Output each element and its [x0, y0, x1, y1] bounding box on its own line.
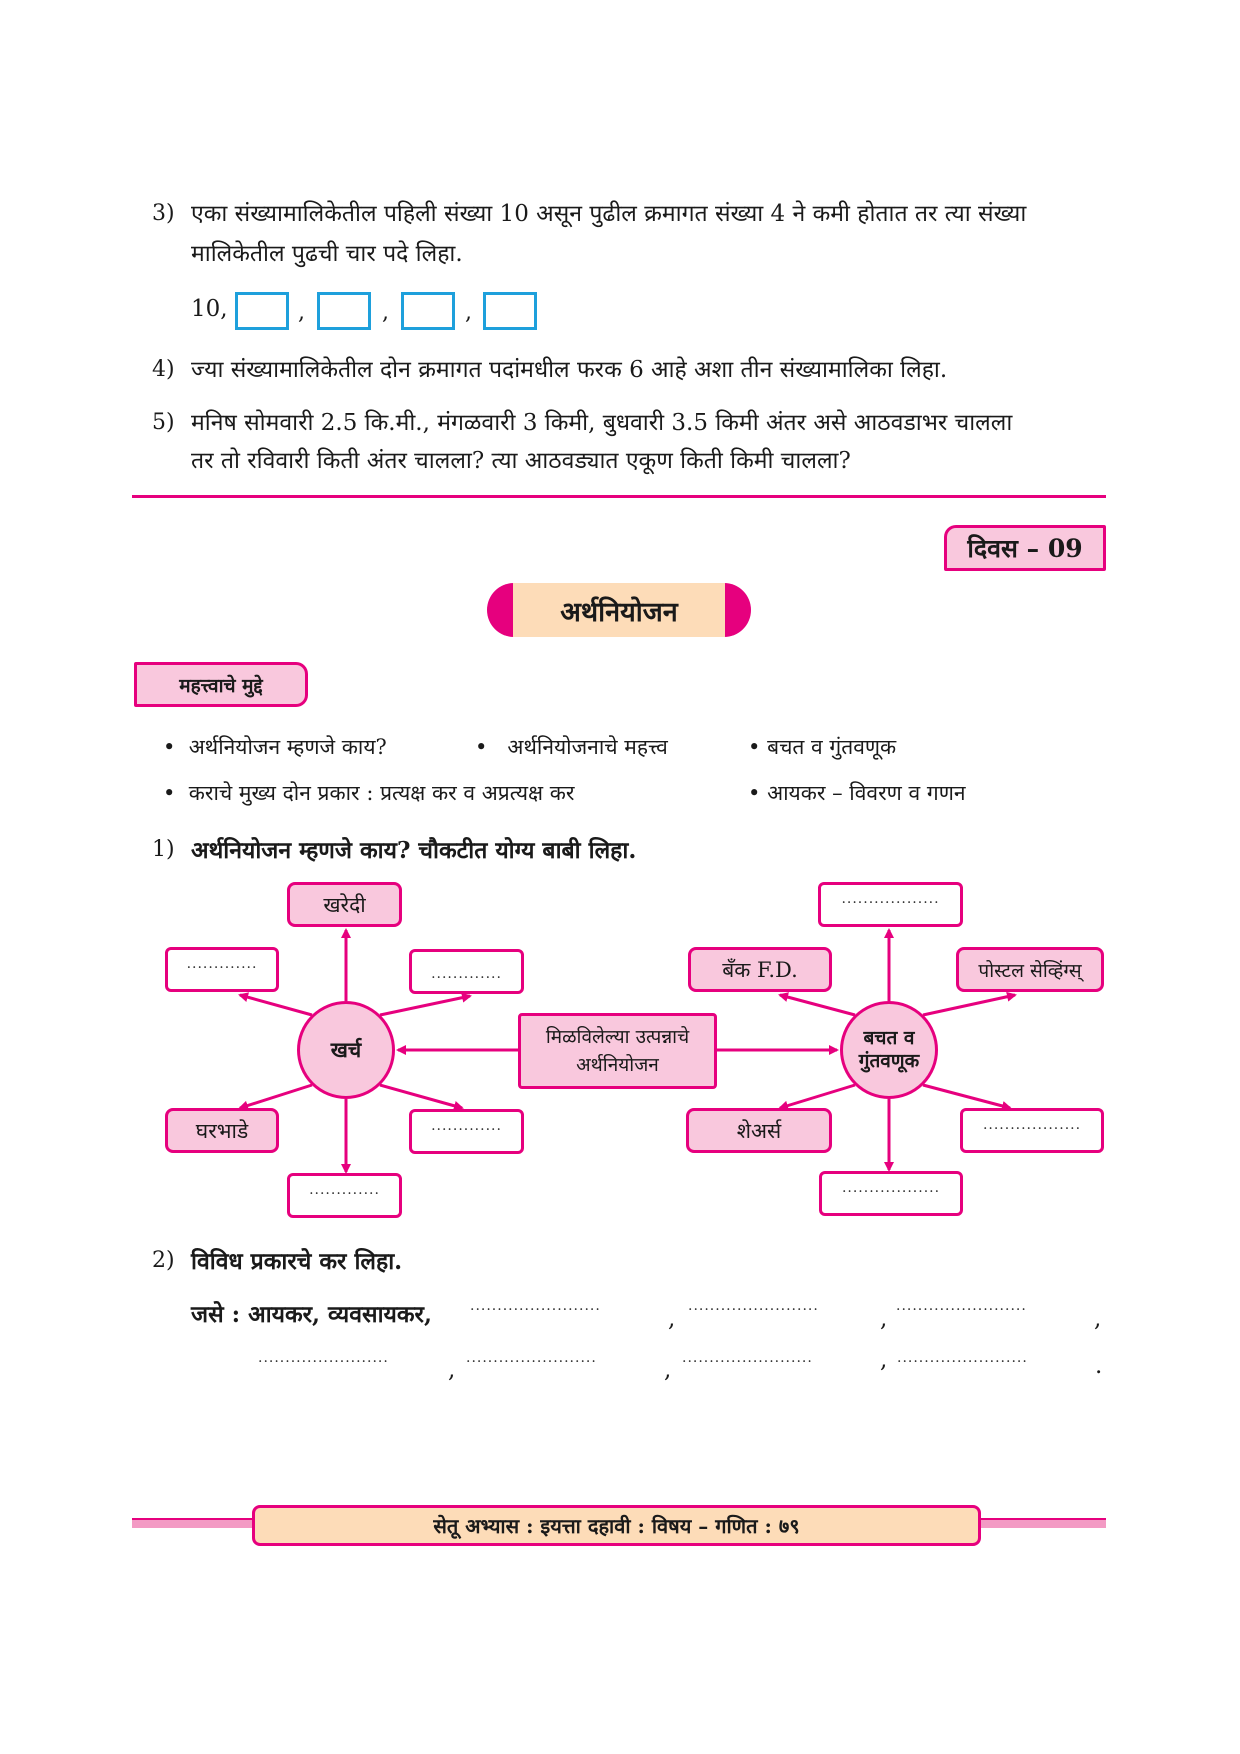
- comma: ,: [664, 1357, 672, 1383]
- q5-line2: तर तो रविवारी किती अंतर चालला? त्या आठवड्यात एकूण किती किमी चालला?: [191, 448, 851, 474]
- arrow: [240, 995, 312, 1015]
- key-point-text: कराचे मुख्य दोन प्रकार : प्रत्यक्ष कर व अप्रत्यक्ष कर: [188, 781, 575, 805]
- q5-number: 5): [152, 410, 175, 435]
- center-node-income-planning: मिळविलेल्या उत्पन्नाचे अर्थनियोजन: [518, 1013, 717, 1089]
- q4-number: 4): [152, 357, 175, 382]
- q3-number: 3): [152, 201, 175, 226]
- node-bank-fd: बँक F.D.: [688, 947, 832, 992]
- blank-node[interactable]: .............: [409, 1109, 524, 1154]
- q1-text: अर्थनियोजन म्हणजे काय? चौकटीत योग्य बाबी लिहा.: [191, 837, 637, 864]
- q5-line1: मनिष सोमवारी 2.5 कि.मी., मंगळवारी 3 किमी, बुधवारी 3.5 किमी अंतर असे आठवडाभर चालला: [191, 410, 1013, 436]
- node-purchase: खरेदी: [287, 882, 402, 927]
- blank-node[interactable]: ..................: [818, 882, 963, 927]
- q3-line2: मालिकेतील पुढची चार पदे लिहा.: [191, 241, 463, 267]
- key-point-text: अर्थनियोजनाचे महत्त्व: [507, 735, 668, 759]
- day-badge: दिवस – 09: [944, 525, 1106, 571]
- bullet-icon: •: [475, 735, 488, 759]
- hub-savings-investment: बचत व गुंतवणूक: [840, 1001, 938, 1099]
- hub-expenses: खर्च: [297, 1001, 395, 1099]
- key-point-text: बचत व गुंतवणूक: [767, 735, 897, 759]
- blank-node[interactable]: .............: [165, 947, 279, 992]
- bullet-icon: •: [163, 735, 176, 759]
- section-title: अर्थनियोजन: [513, 583, 725, 637]
- bullet-icon: •: [163, 781, 176, 805]
- q2-text: विविध प्रकारचे कर लिहा.: [191, 1248, 403, 1275]
- arrow: [380, 996, 470, 1015]
- node-postal-savings: पोस्टल सेव्हिंग्स्: [956, 947, 1104, 992]
- footer-label: सेतू अभ्यास : इयत्ता दहावी : विषय – गणित : ७९: [252, 1505, 981, 1546]
- q1-number: 1): [152, 837, 175, 862]
- arrow: [380, 1085, 462, 1108]
- q3-first-term: 10,: [191, 296, 228, 322]
- arrow: [923, 1085, 1010, 1108]
- node-rent: घरभाडे: [165, 1108, 279, 1153]
- blank-line[interactable]: ........................: [466, 1350, 597, 1366]
- blank-line[interactable]: ........................: [258, 1350, 389, 1366]
- blank-node[interactable]: .............: [409, 949, 524, 994]
- key-point-text: आयकर – विवरण व गणन: [767, 781, 966, 805]
- comma: ,: [465, 300, 472, 325]
- arrow: [240, 1085, 312, 1108]
- bullet-icon: •: [748, 781, 761, 805]
- comma: ,: [382, 300, 389, 325]
- blank-line[interactable]: ........................: [896, 1298, 1027, 1314]
- q3-line1: एका संख्यामालिकेतील पहिली संख्या 10 असून पुढील क्रमागत संख्या 4 ने कमी होतात तर त्या संख्या: [191, 201, 1027, 227]
- blank-line[interactable]: ........................: [688, 1298, 819, 1314]
- node-shares: शेअर्स: [686, 1108, 832, 1153]
- blank-node[interactable]: .............: [287, 1173, 402, 1218]
- comma: ,: [668, 1306, 676, 1332]
- arrow: [780, 995, 855, 1015]
- arrow: [923, 995, 1015, 1015]
- blank-line[interactable]: ........................: [470, 1298, 601, 1314]
- blank-line[interactable]: ........................: [682, 1350, 813, 1366]
- comma: ,: [1094, 1306, 1102, 1332]
- comma: ,: [880, 1347, 888, 1373]
- comma: ,: [448, 1357, 456, 1383]
- q2-example: जसे : आयकर, व्यवसायकर,: [191, 1301, 432, 1328]
- blank-node[interactable]: ..................: [819, 1171, 963, 1216]
- key-points-label: महत्त्वाचे मुद्दे: [134, 662, 308, 707]
- q2-number: 2): [152, 1248, 175, 1273]
- comma: ,: [880, 1306, 888, 1332]
- key-point-text: अर्थनियोजन म्हणजे काय?: [188, 735, 387, 759]
- comma: ,: [298, 300, 305, 325]
- blank-node[interactable]: ..................: [960, 1108, 1104, 1153]
- q4-text: ज्या संख्यामालिकेतील दोन क्रमागत पदांमधील फरक 6 आहे अशा तीन संख्यामालिका लिहा.: [191, 357, 948, 383]
- arrow: [780, 1085, 855, 1108]
- blank-line[interactable]: ........................: [897, 1350, 1028, 1366]
- full-stop: .: [1095, 1353, 1103, 1379]
- bullet-icon: •: [748, 735, 761, 759]
